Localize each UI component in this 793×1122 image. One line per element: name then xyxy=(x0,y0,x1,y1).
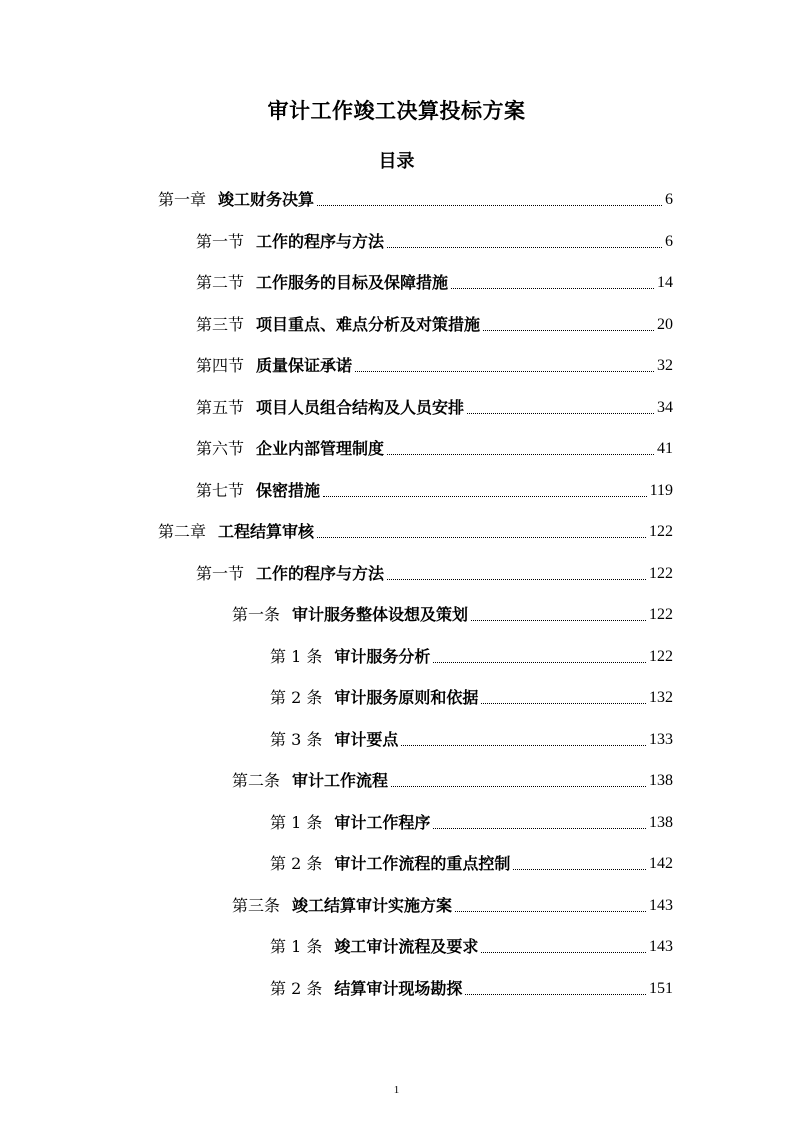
toc-entry-label: 第一章 xyxy=(158,190,207,209)
toc-entry-label: 第二条 xyxy=(232,771,281,790)
toc-heading: 目录 xyxy=(378,151,415,172)
toc-entry-page: 138 xyxy=(649,814,673,831)
dot-leader xyxy=(513,869,646,870)
document-title: 审计工作竣工决算投标方案 xyxy=(267,99,526,123)
toc-entry-title: 工作服务的目标及保障措施 xyxy=(256,273,449,292)
toc-entry-label: 第 2 条 xyxy=(270,854,323,873)
toc-entry[interactable] xyxy=(196,433,673,459)
toc-entry[interactable] xyxy=(196,309,673,335)
toc-entry-title: 审计服务整体设想及策划 xyxy=(292,605,469,624)
toc-entry-page: 151 xyxy=(649,980,673,997)
toc-entry[interactable] xyxy=(196,475,673,501)
toc-entry-label: 第七节 xyxy=(196,481,245,500)
toc-entry-title: 竣工财务决算 xyxy=(218,190,315,209)
dot-leader xyxy=(483,330,654,331)
toc-entry-label: 第二节 xyxy=(196,273,245,292)
toc-entry-label: 第一条 xyxy=(232,605,281,624)
toc-entry[interactable] xyxy=(270,807,673,833)
dot-leader xyxy=(467,413,654,414)
dot-leader xyxy=(465,994,646,995)
toc-entry-title: 工作的程序与方法 xyxy=(256,564,385,583)
toc-entry-page: 132 xyxy=(649,689,673,706)
toc-entry-label: 第 1 条 xyxy=(270,937,323,956)
dot-leader xyxy=(391,786,646,787)
toc-entry-label: 第一节 xyxy=(196,564,245,583)
toc-entry[interactable] xyxy=(270,641,673,667)
toc-entry-page: 6 xyxy=(665,233,673,250)
toc-entry-label: 第一节 xyxy=(196,232,245,251)
toc-entry-page: 143 xyxy=(649,938,673,955)
toc-entry[interactable] xyxy=(196,558,673,584)
toc-entry-label: 第五节 xyxy=(196,398,245,417)
toc-entry-title: 审计工作程序 xyxy=(334,813,431,832)
toc-entry[interactable] xyxy=(196,226,673,252)
toc-entry-page: 122 xyxy=(649,606,673,623)
toc-entry-page: 138 xyxy=(649,772,673,789)
toc-entry[interactable] xyxy=(232,890,673,916)
dot-leader xyxy=(455,911,646,912)
toc-entry-title: 审计工作流程 xyxy=(292,771,389,790)
toc-entry-page: 34 xyxy=(657,399,673,416)
dot-leader xyxy=(317,205,662,206)
toc-entry-page: 32 xyxy=(657,357,673,374)
dot-leader xyxy=(481,952,646,953)
toc-entry-title: 质量保证承诺 xyxy=(256,356,353,375)
toc-entry-title: 项目重点、难点分析及对策措施 xyxy=(256,315,481,334)
dot-leader xyxy=(317,537,646,538)
toc-entry-page: 119 xyxy=(649,482,673,499)
toc-entry-page: 122 xyxy=(649,565,673,582)
toc-entry-page: 20 xyxy=(657,316,673,333)
toc-entry[interactable] xyxy=(196,267,673,293)
toc-entry-page: 14 xyxy=(657,274,673,291)
toc-entry-title: 保密措施 xyxy=(256,481,321,500)
toc-entry[interactable] xyxy=(158,184,673,210)
toc-entry-label: 第 3 条 xyxy=(270,730,323,749)
dot-leader xyxy=(433,662,646,663)
toc-entry[interactable] xyxy=(270,848,673,874)
toc-entry[interactable] xyxy=(158,516,673,542)
toc-entry-title: 审计服务分析 xyxy=(334,647,431,666)
toc-entry[interactable] xyxy=(270,973,673,999)
dot-leader xyxy=(481,703,646,704)
toc-entry-title: 审计工作流程的重点控制 xyxy=(334,854,511,873)
toc-entry-label: 第六节 xyxy=(196,439,245,458)
page-number: 1 xyxy=(393,1084,400,1096)
toc-entry-title: 竣工审计流程及要求 xyxy=(334,937,479,956)
toc-entry-page: 143 xyxy=(649,897,673,914)
dot-leader xyxy=(433,828,646,829)
toc-entry-label: 第 2 条 xyxy=(270,979,323,998)
dot-leader xyxy=(387,247,662,248)
toc-entry[interactable] xyxy=(232,765,673,791)
toc-entry-label: 第二章 xyxy=(158,522,207,541)
toc-entry[interactable] xyxy=(232,599,673,625)
toc-entry-label: 第 1 条 xyxy=(270,647,323,666)
toc-entry[interactable] xyxy=(270,931,673,957)
dot-leader xyxy=(387,454,654,455)
toc-entry-label: 第四节 xyxy=(196,356,245,375)
dot-leader xyxy=(471,620,646,621)
toc-entry-title: 审计要点 xyxy=(334,730,399,749)
dot-leader xyxy=(451,288,654,289)
toc-entry-page: 133 xyxy=(649,731,673,748)
toc-entry-label: 第三节 xyxy=(196,315,245,334)
toc-entry-title: 企业内部管理制度 xyxy=(256,439,385,458)
toc-entry-title: 审计服务原则和依据 xyxy=(334,688,479,707)
toc-entry-label: 第三条 xyxy=(232,896,281,915)
toc-entry-page: 122 xyxy=(649,523,673,540)
toc-entry[interactable] xyxy=(196,392,673,418)
toc-entry[interactable] xyxy=(270,682,673,708)
toc-entry-page: 41 xyxy=(657,440,673,457)
dot-leader xyxy=(387,579,646,580)
toc-entry-label: 第 2 条 xyxy=(270,688,323,707)
dot-leader xyxy=(323,496,647,497)
toc-entry-page: 122 xyxy=(649,648,673,665)
toc-entry-page: 6 xyxy=(665,191,673,208)
toc-entry-title: 竣工结算审计实施方案 xyxy=(292,896,453,915)
dot-leader xyxy=(355,371,654,372)
toc-entry-page: 142 xyxy=(649,855,673,872)
toc-entry-title: 项目人员组合结构及人员安排 xyxy=(256,398,465,417)
toc-entry[interactable] xyxy=(270,724,673,750)
toc-entry-title: 结算审计现场勘探 xyxy=(334,979,463,998)
toc-entry-title: 工作的程序与方法 xyxy=(256,232,385,251)
toc-entry-title: 工程结算审核 xyxy=(218,522,315,541)
toc-entry[interactable] xyxy=(196,350,673,376)
dot-leader xyxy=(401,745,646,746)
toc-entry-label: 第 1 条 xyxy=(270,813,323,832)
